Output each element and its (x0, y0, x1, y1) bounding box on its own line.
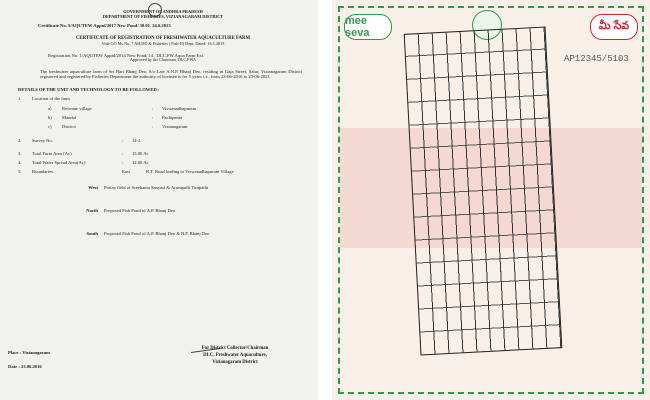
signatory: For District Collector/Chairman DLC, Freshwater Aquaculture, Vizianagaram District (201, 346, 269, 366)
place: Place : Vizianagaram (8, 350, 50, 355)
meeseva-logo-icon: mee seva (344, 14, 392, 40)
registration-no: Registration No. 1/AQUTEW Appnl/2014 New Pond/ 14 , DLC,FW Aqua Farm Ext. (48, 52, 205, 58)
date: Date : 23.06.2016 (8, 364, 42, 369)
water-area-row: 4. Total Water Spread Area(Ac) : 12.00 Ac (18, 160, 149, 166)
aquaculture-certificate (0, 0, 318, 400)
detail-row: b) Mandal : Pachipenta (48, 115, 183, 121)
vide-order: Vide GO Ms.No. 7 AH,DD & Fisheries ( Fish-II) Dept. Dated: 16.1.2013 (101, 40, 225, 46)
details-heading: DETAILS OF THE UNIT AND TECHNOLOGY TO BE FOLLOWED : (18, 87, 160, 93)
meeseva-telugu-logo-icon: మీ సేవ (590, 14, 638, 40)
dept-heading: DEPARTMENT OF FISHERIES, VIZIANAGARAM DISTRICT (102, 13, 224, 19)
land-record-document (332, 0, 650, 400)
boundary-north: North Proposed Fish Pond of A.P. Bhanj Deo (86, 207, 176, 213)
certificate-paragraph: The freshwater aquaculture farm of Sri Hari Bhanj Deo, S/o Late A.N.P. Bhanj Deo, residing in Gaja Street, Salur, Vizianagaram District registered and registered by Fisheries Department the authority of licensee is for 5 years i.e., from 23-06-2016 to 23-06-2021. (40, 68, 302, 79)
location-label: Location of the farm (32, 96, 70, 102)
government-emblem-icon (148, 3, 162, 17)
certificate-title: CERTIFICATE OF REGISTRATION OF FRESHWATER AQUACULTURE FARM (75, 36, 251, 42)
govt-heading: GOVERNMENT OF ANDHRA PRADESH (123, 9, 203, 14)
approved-by: Approved by the Chairman, DLC,FWA (129, 56, 197, 62)
location-row: 1. Location of the farm (18, 96, 308, 101)
detail-row: c) District : Vizianagaram (48, 124, 188, 130)
detail-row: a) Revenue village : Viswanadhapuram (48, 105, 197, 111)
divider (318, 0, 332, 400)
survey-row: 2. Survey No. : 14-2 (18, 137, 141, 143)
boundaries-row: 5. Boundaries East R.T. Road leading to Viswanadhapuram Village (18, 169, 234, 175)
certificate-ref: Certificate No. 5/AQUTEW Appnl/2017 New Pond/ 30.01. 24.6.2013 (38, 22, 171, 28)
boundary-south: South Proposed Fish Pond of A.P. Bhanj Deo & B.P. Bhanj Deo (86, 231, 210, 237)
land-record-table (404, 27, 563, 356)
serial-number: AP12345/5103 (564, 54, 629, 64)
boundary-west: West Portay field of Sreekanta Sanyasi & Aravapalli Tirupathi (88, 184, 209, 190)
farm-area-row: 3. Total Farm Area (Ac) : 15.00 Ac (18, 150, 149, 156)
